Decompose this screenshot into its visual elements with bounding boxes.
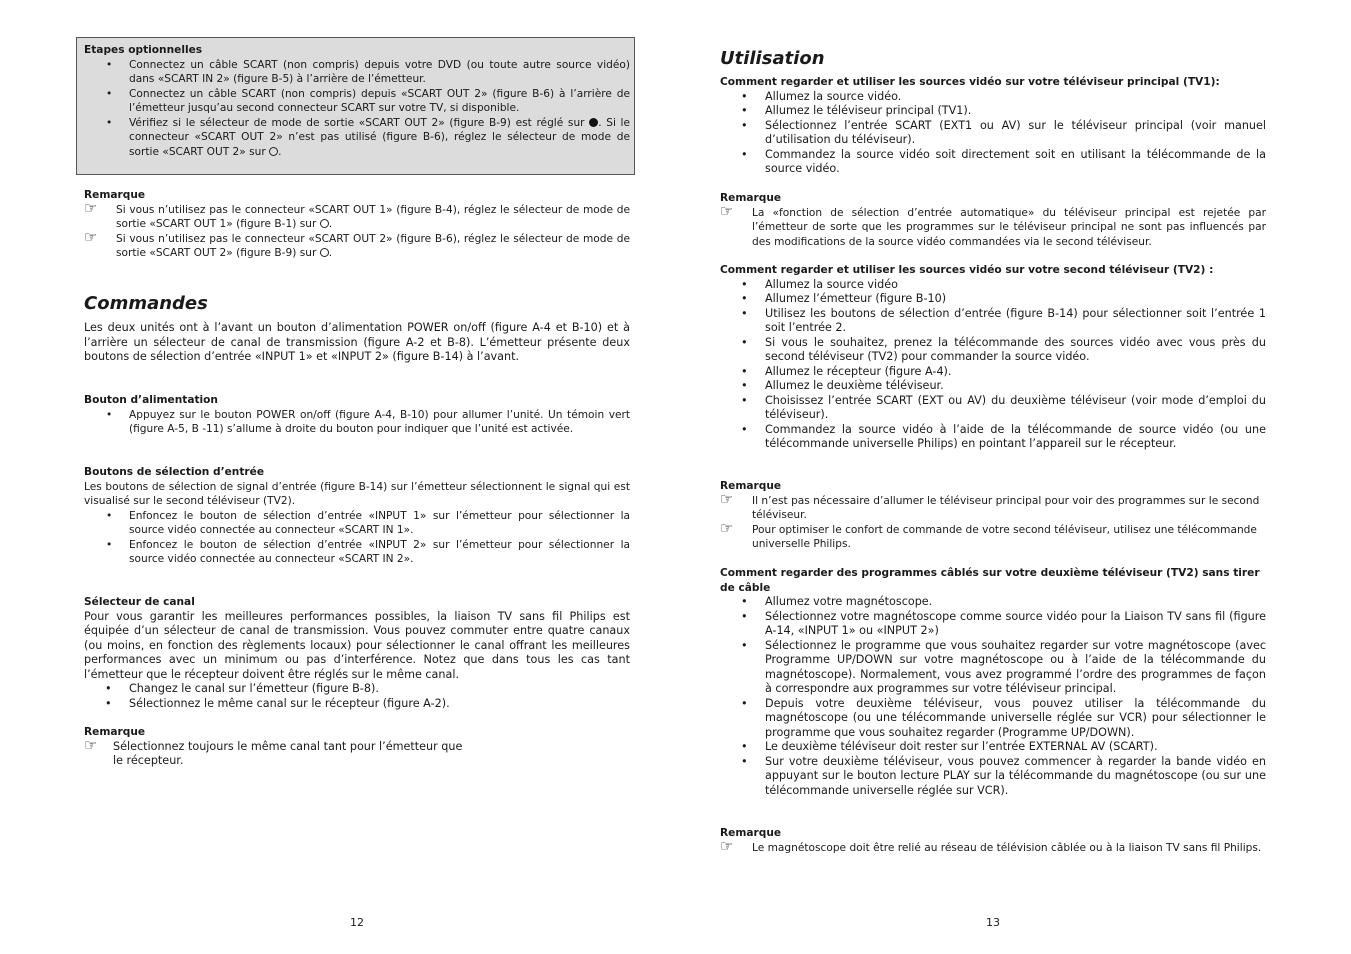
pointing-hand-icon: ☞ <box>720 836 734 855</box>
list-item <box>84 87 630 116</box>
list-item-text: Allumez votre magnétoscope. <box>765 595 933 608</box>
list-item-text: Sélectionnez l’entrée SCART (EXT1 ou AV) sur le téléviseur principal (voir manuel d’utilisation du téléviseur). <box>765 118 1266 146</box>
list-item <box>720 292 1266 307</box>
optional-steps <box>84 43 630 159</box>
note-text: . <box>328 247 333 259</box>
remark-scart-out <box>84 188 630 261</box>
list-item <box>84 682 630 697</box>
list-item <box>720 365 1266 380</box>
bullet-icon: • <box>106 116 113 129</box>
list-item-text: Allumez le téléviseur principal (TV1). <box>765 104 972 117</box>
list-item <box>84 509 630 538</box>
list-item-text: Choisissez l’entrée SCART (EXT ou AV) du deuxième téléviseur (voir mode d’emploi du téléviseur). <box>765 393 1266 421</box>
cable-list <box>720 595 1266 798</box>
channel-text: Pour vous garantir les meilleures performances possibles, la liaison TV sans fil Philips est équipée d’un sélecteur de canal de transmission. Vous pouvez commuter entre quatre canaux (ou moins, en fonction des règlements locaux) pour sélectionner le canal offrant les meilleures performances avec un minimum ou pas d’interférence. Notez que dans tous les cas tant l’émetteur que le récepteur doivent être réglés sur le même canal. <box>84 609 630 681</box>
list-item <box>720 379 1266 394</box>
bullet-icon: • <box>106 538 113 551</box>
bullet-icon: • <box>741 89 748 103</box>
power-section <box>84 393 630 437</box>
note-item <box>720 201 1266 250</box>
bullet-icon: • <box>741 595 748 608</box>
remark-channel <box>84 725 630 769</box>
list-item <box>84 116 630 160</box>
bullet-icon: • <box>106 58 113 71</box>
list-item-text: Allumez le deuxième téléviseur. <box>765 379 944 392</box>
section-title-utilisation: Utilisation <box>720 48 825 69</box>
note-text: La «fonction de sélection d’entrée automatique» du téléviseur principal est rejetée par l’émetteur de sorte que les programmes sur le téléviseur principal ne sont pas influencés par des modifications de la source vidéo commandées via le second téléviseur. <box>752 206 1266 248</box>
list-item <box>84 697 630 712</box>
bullet-icon: • <box>741 147 748 161</box>
list-item-text: Utilisez les boutons de sélection d’entrée (figure B-14) pour sélectionner soit l’entrée 1 soit l’entrée 2. <box>765 306 1266 334</box>
channel-heading: Sélecteur de canal <box>84 596 195 608</box>
list-item <box>84 538 630 567</box>
bullet-icon: • <box>741 696 748 710</box>
list-item <box>720 104 1266 119</box>
bullet-icon: • <box>741 104 748 117</box>
optional-steps-list <box>84 58 630 160</box>
list-item-text: Commandez la source vidéo à l’aide de la télécommande de source vidéo (ou une télécommande universelle Philips) en pointant l’appareil sur le récepteur. <box>765 422 1266 450</box>
note-text: Le magnétoscope doit être relié au réseau de télévision câblée ou à la liaison TV sans fil Philips. <box>752 841 1262 854</box>
list-item <box>720 148 1266 177</box>
list-item <box>720 278 1266 293</box>
list-item <box>720 394 1266 423</box>
list-item <box>720 755 1266 799</box>
open-circle-icon <box>320 219 329 228</box>
bullet-icon: • <box>106 408 113 421</box>
remark-tv1 <box>720 191 1266 249</box>
bullet-icon: • <box>105 696 112 710</box>
tv2-heading: Comment regarder et utiliser les sources vidéo sur votre second téléviseur (TV2) : <box>720 264 1214 276</box>
pointing-hand-icon: ☞ <box>720 518 734 537</box>
bullet-icon: • <box>741 335 748 349</box>
bullet-icon: • <box>741 277 748 291</box>
list-item-text: Allumez l’émetteur (figure B-10) <box>765 292 947 305</box>
list-item-text: Depuis votre deuxième téléviseur, vous pouvez utiliser la télécommande du magnétoscope (ou une télécommande universelle réglée sur VCR) pour sélectionner le programme que vous souhaitez regarder (Programme UP/DOWN). <box>765 696 1266 739</box>
list-item-text: Vérifiez si le sélecteur de mode de sortie «SCART OUT 2» (figure B-9) est réglé sur <box>129 116 585 129</box>
pointing-hand-icon: ☞ <box>84 227 98 246</box>
tv2-list <box>720 278 1266 452</box>
pointing-hand-icon: ☞ <box>720 201 734 220</box>
note-text: Il n’est pas nécessaire d’allumer le téléviseur principal pour voir des programmes sur le second téléviseur. <box>752 494 1260 521</box>
cable-section <box>720 566 1266 798</box>
bullet-icon: • <box>741 118 748 132</box>
list-item-text: Appuyez sur le bouton POWER on/off (figure A-4, B-10) pour allumer l’unité. Un témoin vert (figure A-5, B -11) s’allume à droite du bouton pour indiquer que l’unité est activée. <box>129 408 630 435</box>
power-list <box>84 408 630 437</box>
note-text: Pour optimiser le confort de commande de votre second téléviseur, utilisez une télécommande universelle Philips. <box>752 523 1257 550</box>
input-heading: Boutons de sélection d’entrée <box>84 466 265 478</box>
list-item-text: Allumez la source vidéo <box>765 277 898 291</box>
tv1-list <box>720 90 1266 177</box>
section-title-commandes: Commandes <box>84 293 208 314</box>
tv2-section <box>720 263 1266 452</box>
note-text: Si vous n’utilisez pas le connecteur «SCART OUT 1» (figure B-4), réglez le sélecteur de mode de sortie «SCART OUT 1» (figure B-1) sur <box>116 203 630 230</box>
list-item-text: Connectez un câble SCART (non compris) depuis votre DVD (ou toute autre source vidéo) dans «SCART IN 2» (figure B-5) à l’arrière de l’émetteur. <box>129 58 630 85</box>
list-item-text: Sélectionnez votre magnétoscope comme source vidéo pour la Liaison TV sans fil (figure A-14, «INPUT 1» ou «INPUT 2») <box>765 609 1266 637</box>
bullet-icon: • <box>106 509 113 522</box>
pointing-hand-icon: ☞ <box>84 735 98 754</box>
input-text: Les boutons de sélection de signal d’entrée (figure B-14) sur l’émetteur sélectionnent le signal qui est visualisé sur le second téléviseur (TV2). <box>84 480 630 507</box>
bullet-icon: • <box>105 682 112 695</box>
bullet-icon: • <box>741 740 748 753</box>
note-text: Si vous n’utilisez pas le connecteur «SCART OUT 2» (figure B-6), réglez le sélecteur de mode de sortie «SCART OUT 2» (figure B-9) sur <box>116 232 630 259</box>
note-text: . <box>328 218 333 230</box>
list-item-text: Sur votre deuxième téléviseur, vous pouvez commencer à regarder la bande vidéo en appuyant sur le bouton lecture PLAY sur la télécommande du magnétoscope (ou sur une télécommande universelle réglée sur VCR). <box>765 754 1266 797</box>
list-item <box>720 595 1266 610</box>
list-item <box>720 639 1266 697</box>
bullet-icon: • <box>106 87 113 100</box>
note-item <box>84 198 630 232</box>
bullet-icon: • <box>741 609 748 623</box>
list-item-text: Commandez la source vidéo soit directement soit en utilisant la télécommande de la source vidéo. <box>765 147 1266 175</box>
remark-heading: Remarque <box>84 189 146 201</box>
list-item-text: Le deuxième téléviseur doit rester sur l’entrée EXTERNAL AV (SCART). <box>765 740 1158 753</box>
bullet-icon: • <box>741 393 748 407</box>
bullet-icon: • <box>741 379 748 392</box>
note-item <box>720 489 1266 523</box>
note-text: Sélectionnez toujours le même canal tant pour l’émetteur que <box>113 739 463 753</box>
power-heading: Bouton d’alimentation <box>84 394 218 406</box>
channel-section <box>84 595 630 711</box>
list-item-text: Si vous le souhaitez, prenez la télécommande des sources vidéo avec vous près du second téléviseur (TV2) pour commander la source vidéo. <box>765 335 1266 363</box>
remark-heading: Remarque <box>720 827 782 839</box>
list-item-text: Enfoncez le bouton de sélection d’entrée «INPUT 2» sur l’émetteur pour sélectionner la source vidéo connectée au connecteur «SCART IN 2». <box>129 538 630 565</box>
note-item <box>720 518 1266 552</box>
pointing-hand-icon: ☞ <box>84 198 98 217</box>
list-item-text: Allumez la source vidéo. <box>765 89 902 103</box>
note-item <box>720 836 1266 856</box>
tv1-section <box>720 75 1266 177</box>
list-item-text: Sélectionnez le même canal sur le récepteur (figure A-2). <box>129 696 450 710</box>
note-item <box>84 735 630 769</box>
list-item-text: . <box>278 145 282 158</box>
bullet-icon: • <box>741 422 748 436</box>
list-item <box>720 697 1266 741</box>
filled-circle-icon <box>589 118 598 127</box>
list-item <box>720 740 1266 755</box>
list-item <box>720 336 1266 365</box>
page-number-right: 13 <box>986 916 1000 929</box>
bullet-icon: • <box>741 306 748 320</box>
note-text: le récepteur. <box>113 754 184 767</box>
list-item-text: . Si le connecteur «SCART OUT 2» n’est pas utilisé (figure B-6), réglez le sélecteur de mode de sortie «SCART OUT 2» sur <box>129 116 631 158</box>
list-item <box>720 119 1266 148</box>
channel-list <box>84 682 630 711</box>
list-item-text: Sélectionnez le programme que vous souhaitez regarder sur votre magnétoscope (avec Programme UP/DOWN sur votre magnétoscope ou à l’aide de la télécommande du magnétoscope). Normalement, vous avez programmé l’ordre des programmes de façon à correspondre aux programmes sur votre téléviseur principal. <box>765 638 1266 695</box>
remark-heading: Remarque <box>84 726 146 738</box>
remark-tv2 <box>720 479 1266 552</box>
list-item-text: Enfoncez le bouton de sélection d’entrée «INPUT 1» sur l’émetteur pour sélectionner la source vidéo connectée au connecteur «SCART IN 1». <box>129 509 630 536</box>
note-item <box>84 227 630 261</box>
tv1-heading: Comment regarder et utiliser les sources vidéo sur votre téléviseur principal (TV1): <box>720 76 1220 88</box>
remark-cable <box>720 826 1266 855</box>
page-number-left: 12 <box>350 916 364 929</box>
bullet-icon: • <box>741 292 748 305</box>
pointing-hand-icon: ☞ <box>720 489 734 508</box>
open-circle-icon <box>269 147 278 156</box>
list-item <box>720 423 1266 452</box>
list-item <box>84 408 630 437</box>
list-item <box>84 58 630 87</box>
bullet-icon: • <box>741 754 748 768</box>
list-item <box>720 307 1266 336</box>
open-circle-icon <box>320 248 329 257</box>
list-item <box>720 90 1266 105</box>
remark-heading: Remarque <box>720 192 782 204</box>
bullet-icon: • <box>741 638 748 652</box>
list-item-text: Changez le canal sur l’émetteur (figure B-8). <box>129 682 379 695</box>
list-item <box>720 610 1266 639</box>
remark-heading: Remarque <box>720 480 782 492</box>
bullet-icon: • <box>741 364 748 378</box>
input-section <box>84 465 630 567</box>
list-item-text: Connectez un câble SCART (non compris) depuis «SCART OUT 2» (figure B-6) à l’arrière de l’émetteur jusqu’au second connecteur SCART sur votre TV, si disponible. <box>129 87 630 114</box>
input-list <box>84 509 630 567</box>
list-item-text: Allumez le récepteur (figure A-4). <box>765 364 952 378</box>
commandes-intro: Les deux unités ont à l’avant un bouton d’alimentation POWER on/off (figure A-4 et B-10) et à l’arrière un sélecteur de canal de transmission (figure A-2 et B-8). L’émetteur présente deux boutons de sélection d’entrée «INPUT 1» et «INPUT 2» (figure B-14) à l’avant. <box>84 321 630 363</box>
optional-steps-heading: Etapes optionnelles <box>84 44 203 56</box>
cable-heading: Comment regarder des programmes câblés sur votre deuxième téléviseur (TV2) sans tirer de câble <box>720 567 1260 594</box>
